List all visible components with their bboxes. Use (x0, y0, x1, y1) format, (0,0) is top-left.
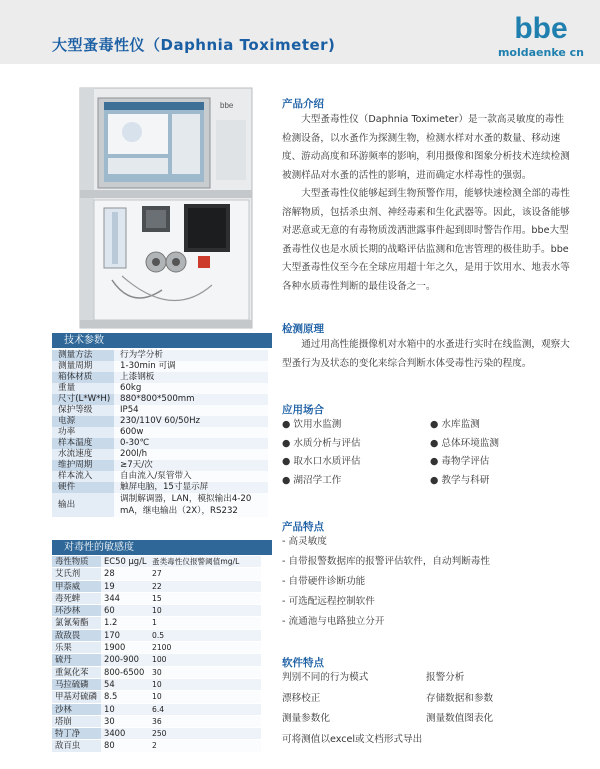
application-item: ● 饮用水监测 (282, 419, 342, 430)
applications-list (282, 416, 582, 490)
spec-key: 维护周期 (52, 460, 114, 471)
sensitivity-cell: 特丁净 (52, 728, 101, 740)
spec-row (52, 471, 268, 482)
spec-value: IP54 (114, 405, 268, 416)
application-row (282, 435, 582, 454)
application-row (282, 453, 582, 472)
sensitivity-cell: 22 (149, 580, 261, 592)
sensitivity-cell: 19 (101, 580, 149, 592)
application-item: ● 水质分析与评估 (282, 437, 361, 449)
bbe-logo (496, 14, 586, 59)
sensitivity-cell: 80 (101, 740, 149, 752)
spec-value: 600w (114, 427, 268, 438)
spec-value: 60kg (114, 383, 268, 394)
sensitivity-cell: 10 (101, 703, 149, 715)
sensitivity-cell: 800-6500 (101, 666, 149, 678)
spec-row (52, 372, 268, 383)
spec-row (52, 438, 268, 449)
sensitivity-row (52, 580, 261, 592)
principle-paragraph: 通过用高性能摄像机对水箱中的水蚤进行实时在线监测，观察大型蚤行为及状态的变化来综合判断水体受毒性污染的程度。 (282, 339, 570, 369)
sensitivity-cell: 马拉硫磷 (52, 678, 101, 690)
page-title: 大型蚤毒性仪（Daphnia Toximeter) (52, 36, 336, 54)
sensitivity-row (52, 666, 261, 678)
spec-value: 行为学分析 (114, 350, 268, 361)
spec-key: 重量 (52, 383, 114, 394)
spec-key: 测量方法 (52, 350, 114, 361)
spec-row (52, 405, 268, 416)
spec-key: 保护等级 (52, 405, 114, 416)
application-row (282, 416, 582, 435)
application-item: ● 取水口水质评估 (282, 456, 361, 467)
spec-row (52, 493, 268, 517)
spec-key: 测量周期 (52, 361, 114, 372)
spec-key: 样本流入 (52, 471, 114, 482)
sensitivity-row (52, 715, 261, 727)
sensitivity-cell: 塔崩 (52, 715, 101, 727)
sensitivity-cell: 60 (101, 605, 149, 617)
sensitivity-cell: 27 (149, 568, 261, 580)
sensitivity-row (52, 592, 261, 604)
feature-item: - 可选配远程控制软件 (282, 596, 375, 607)
logo-sub: moldaenke cn (497, 46, 585, 59)
sensitivity-cell: 敌百虫 (52, 740, 101, 752)
spec-table (52, 350, 268, 517)
spec-row (52, 394, 268, 405)
sensitivity-cell: 2100 (149, 642, 261, 654)
sensitivity-cell: 甲萘威 (52, 580, 101, 592)
sensitivity-header-row (52, 556, 261, 568)
sensitivity-cell: 敌敌畏 (52, 629, 101, 641)
spec-value: 200l/h (114, 449, 268, 460)
sensitivity-cell: 10 (149, 678, 261, 690)
product-photo (52, 80, 260, 330)
sensitivity-cell: 100 (149, 654, 261, 666)
software-item: 存储数据和参数 (426, 692, 494, 704)
sensitivity-heading: 对毒性的敏感度 (52, 540, 272, 555)
spec-row (52, 350, 268, 361)
sensitivity-cell: 15 (149, 592, 261, 604)
principle-heading: 检测原理 (282, 323, 324, 335)
sensitivity-row (52, 568, 261, 580)
spec-value: 230/110V 60/50Hz (114, 416, 268, 427)
sensitivity-cell: 10 (149, 605, 261, 617)
spec-key: 电源 (52, 416, 114, 427)
feature-item: - 自带报警数据库的报警评估软件，自动判断毒性 (282, 556, 490, 567)
intro-heading: 产品介绍 (282, 98, 324, 110)
sensitivity-cell: 1 (149, 617, 261, 629)
sensitivity-row (52, 740, 261, 752)
sensitivity-row (52, 678, 261, 690)
software-row (282, 709, 582, 730)
feature-item: - 流通池与电路独立分开 (282, 616, 385, 627)
sensitivity-row (52, 728, 261, 740)
sensitivity-cell: 1900 (101, 642, 149, 654)
sensitivity-cell: 2 (149, 740, 261, 752)
sensitivity-cell: 344 (101, 592, 149, 604)
sensitivity-cell: 3400 (101, 728, 149, 740)
sensitivity-cell: 8.5 (101, 691, 149, 703)
software-row (282, 730, 582, 751)
logo-main: bbe (514, 12, 568, 45)
spec-value: 880*800*500mm (114, 394, 268, 405)
spec-key: 功率 (52, 427, 114, 438)
spec-key: 箱体材质 (52, 372, 114, 383)
sensitivity-row (52, 691, 261, 703)
feature-item: - 高灵敏度 (282, 536, 327, 547)
sensitivity-row (52, 617, 261, 629)
features-heading: 产品特点 (282, 521, 324, 533)
software-heading: 软件特点 (282, 657, 324, 669)
sensitivity-row (52, 642, 261, 654)
sensitivity-cell: 艾氏剂 (52, 568, 101, 580)
spec-value: ≥7天/次 (114, 460, 268, 471)
sensitivity-cell: 甲基对硫磷 (52, 691, 101, 703)
spec-key: 水流速度 (52, 449, 114, 460)
spec-row (52, 427, 268, 438)
application-item: ● 水库监测 (430, 419, 480, 430)
spec-row (52, 383, 268, 394)
software-item: 报警分析 (426, 672, 465, 683)
sensitivity-row (52, 629, 261, 641)
software-row (282, 668, 582, 689)
sensitivity-header-cell: EC50 µg/L (101, 556, 149, 568)
sensitivity-row (52, 605, 261, 617)
spec-row (52, 416, 268, 427)
sensitivity-cell: 170 (101, 629, 149, 641)
sensitivity-cell: 毒死蜱 (52, 592, 101, 604)
intro-paragraph-2: 大型蚤毒性仪能够起到生物预警作用，能够快速检测全部的毒性溶解物质，包括杀虫剂、神经毒素和生化武器等。因此，该设备能够对恶意或无意的有毒物质泼洒泄露事件起到即时警告作用。bbe大型蚤毒性仪也是水质长期的战略评估监测和危害管理的极佳助手。bbe大型蚤毒性仪至今在全球应用超十年之久，是用于饮用水、地表水等各种水质毒性判断的最佳设备之一。 (282, 188, 570, 292)
features-list (282, 532, 490, 632)
software-list (282, 668, 582, 750)
spec-value: 自由流入/泵管带入 (114, 471, 268, 482)
sensitivity-cell: 乐果 (52, 642, 101, 654)
sensitivity-cell: 沙林 (52, 703, 101, 715)
spec-value: 触屏电脑，15寸显示屏 (114, 482, 268, 493)
application-item: ● 毒物学评估 (430, 456, 490, 467)
spec-row (52, 449, 268, 460)
sensitivity-cell: 10 (149, 691, 261, 703)
spec-heading: 技术参数 (52, 333, 272, 348)
spec-row (52, 460, 268, 471)
sensitivity-cell: 硫丹 (52, 654, 101, 666)
sensitivity-cell: 30 (101, 715, 149, 727)
spec-key: 硬件 (52, 482, 114, 493)
sensitivity-cell: 200-900 (101, 654, 149, 666)
sensitivity-cell: 30 (149, 666, 261, 678)
sensitivity-cell: 250 (149, 728, 261, 740)
sensitivity-cell: 28 (101, 568, 149, 580)
svg-text:bbe: bbe (220, 101, 234, 110)
spec-row (52, 361, 268, 372)
sensitivity-header-cell: 毒性物质 (52, 556, 101, 568)
sensitivity-row (52, 703, 261, 715)
sensitivity-cell: 54 (101, 678, 149, 690)
sensitivity-cell: 1.2 (101, 617, 149, 629)
software-row (282, 689, 582, 710)
application-row (282, 472, 582, 491)
spec-value: 1-30min 可调 (114, 361, 268, 372)
sensitivity-cell: 36 (149, 715, 261, 727)
spec-key: 尺寸(L*W*H) (52, 394, 114, 405)
sensitivity-cell: 重氮化苯 (52, 666, 101, 678)
sensitivity-table (52, 556, 261, 753)
sensitivity-cell: 氯氰菊酯 (52, 617, 101, 629)
spec-value: 0-30℃ (114, 438, 268, 449)
software-item: 可将测值以excel或文档形式导出 (282, 733, 423, 745)
sensitivity-cell: 6.4 (149, 703, 261, 715)
sensitivity-cell: 环沙林 (52, 605, 101, 617)
application-item: ● 教学与科研 (430, 474, 490, 486)
applications-heading: 应用场合 (282, 404, 324, 416)
spec-value: 上漆钢板 (114, 372, 268, 383)
intro-paragraph-1: 大型蚤毒性仪（Daphnia Toximeter）是一款高灵敏度的毒性检测设备，以水蚤作为探测生物，检测水样对水蚤的数量、移动速度、游动高度和环游频率的影响，利用摄像和图象分析技术连续检测被测样品对水蚤的活性的影响，进而确定水样毒性的强弱。 (282, 114, 570, 181)
application-item: ● 湖沼学工作 (282, 474, 342, 486)
software-item: 测量参数化 (282, 713, 330, 724)
spec-key: 样本温度 (52, 438, 114, 449)
spec-key: 输出 (52, 493, 114, 517)
spec-row (52, 482, 268, 493)
application-item: ● 总体环境监测 (430, 437, 499, 449)
software-item: 测量数值图表化 (426, 713, 494, 724)
feature-item: - 自带硬件诊断功能 (282, 576, 366, 587)
software-item: 判别不同的行为模式 (282, 672, 369, 683)
software-item: 漂移校正 (282, 692, 321, 704)
spec-value: 调制解调器，LAN，模拟输出4-20 mA，继电输出（2X），RS232 (114, 493, 268, 517)
sensitivity-cell: 0.5 (149, 629, 261, 641)
sensitivity-row (52, 654, 261, 666)
sensitivity-header-cell: 蚤类毒性仪报警阈值mg/L (149, 556, 261, 568)
